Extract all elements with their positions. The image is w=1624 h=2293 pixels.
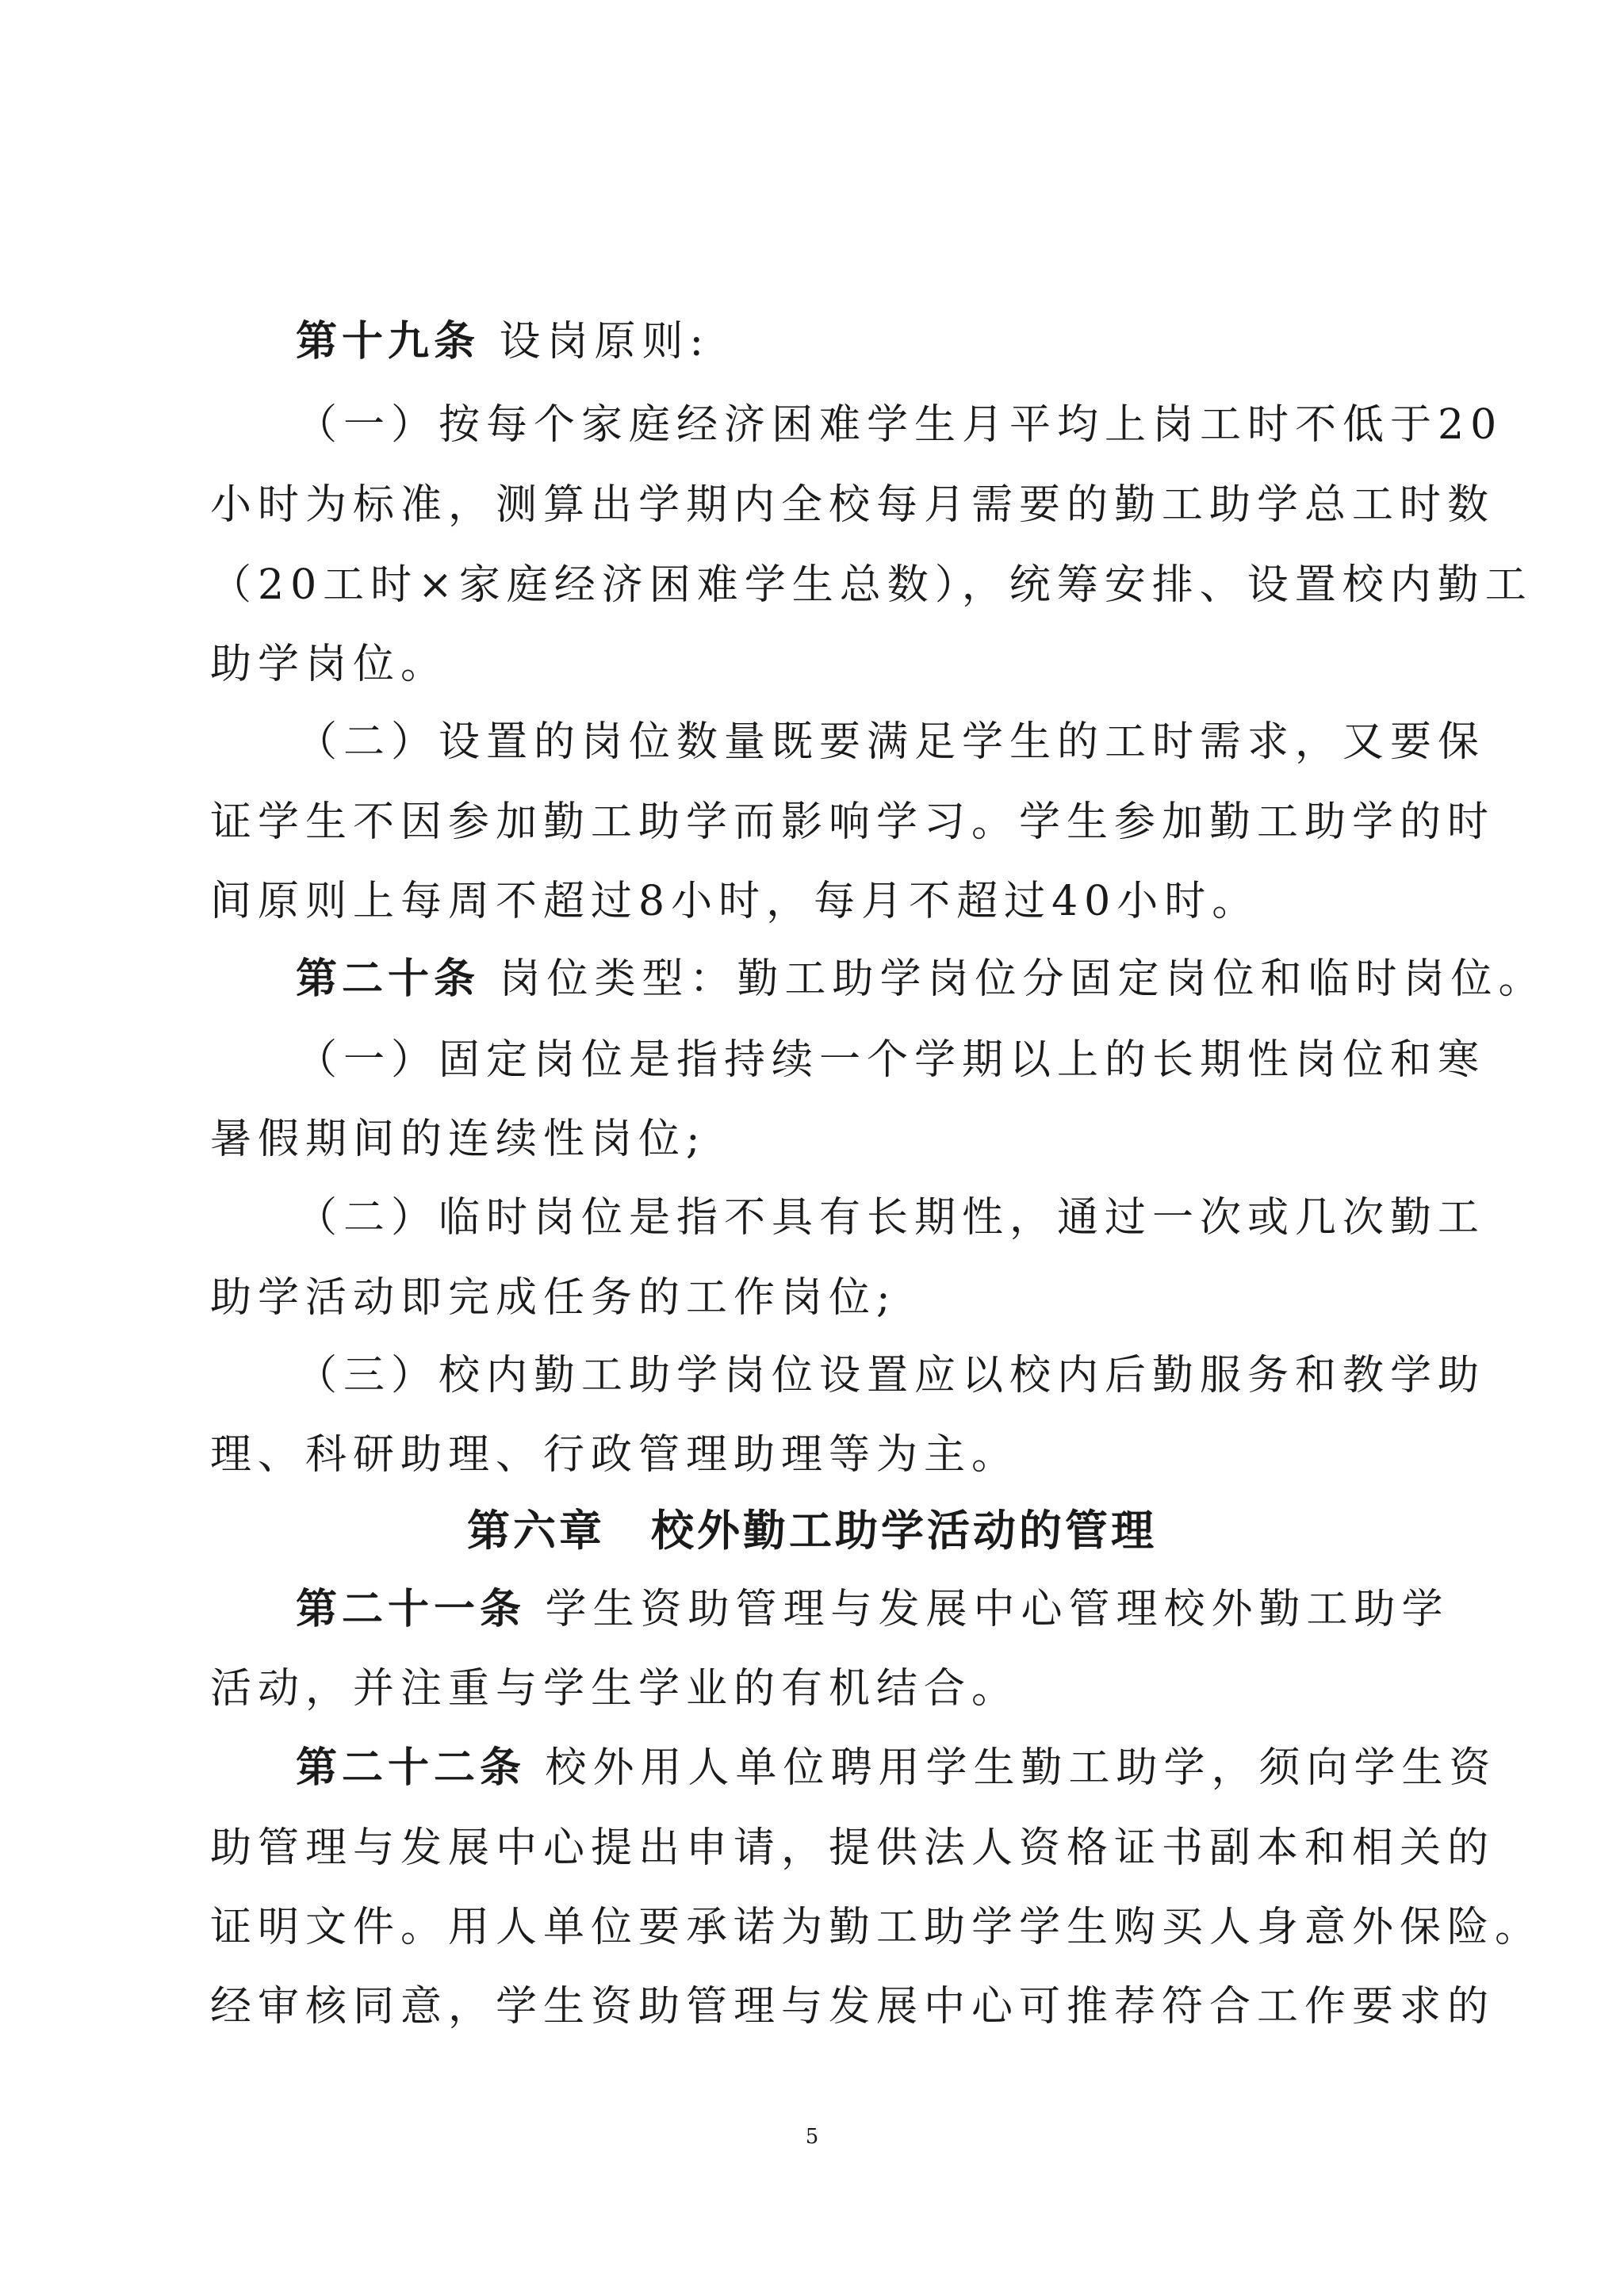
paragraph-line: 理、科研助理、行政管理助理等为主。	[210, 1431, 1020, 1479]
paragraph-line: 间原则上每周不超过8小时，每月不超过40小时。	[210, 878, 1260, 925]
article-20-line: 第二十条 岗位类型：勤工助学岗位分固定岗位和临时岗位。	[296, 955, 1546, 1003]
paragraph-line: 助学岗位。	[210, 641, 449, 688]
paragraph-line: 证明文件。用人单位要承诺为勤工助学学生购买人身意外保险。	[210, 1904, 1543, 1951]
paragraph-line: 助学活动即完成任务的工作岗位;	[210, 1274, 897, 1322]
paragraph-line: （二）设置的岗位数量既要满足学生的工时需求，又要保	[296, 718, 1486, 766]
paragraph-line: 经审核同意，学生资助管理与发展中心可推荐符合工作要求的	[210, 1983, 1496, 2031]
article-label: 第二十二条	[296, 1744, 527, 1792]
paragraph-line: 暑假期间的连续性岗位;	[210, 1116, 707, 1163]
article-21-line: 第二十一条 学生资助管理与发展中心管理校外勤工助学	[296, 1585, 1450, 1633]
paragraph-line: （二）临时岗位是指不具有长期性，通过一次或几次勤工	[296, 1194, 1486, 1242]
paragraph-line: （三）校内勤工助学岗位设置应以校内后勤服务和教学助	[296, 1352, 1486, 1399]
article-22-line: 第二十二条 校外用人单位聘用学生勤工助学，须向学生资	[296, 1744, 1497, 1792]
paragraph-line: 小时为标准，测算出学期内全校每月需要的勤工助学总工时数	[210, 481, 1496, 529]
paragraph-line: （一）固定岗位是指持续一个学期以上的长期性岗位和寒	[296, 1036, 1486, 1084]
paragraph-line: 证学生不因参加勤工助学而影响学习。学生参加勤工助学的时	[210, 798, 1496, 846]
chapter-heading: 第六章 校外勤工助学活动的管理	[467, 1506, 1157, 1556]
article-label: 第二十一条	[296, 1585, 527, 1633]
article-label: 第二十条	[296, 955, 481, 1003]
paragraph-line: 活动，并注重与学生学业的有机结合。	[210, 1665, 1020, 1713]
page-number: 5	[805, 2125, 819, 2149]
paragraph-line: （20工时×家庭经济困难学生总数），统筹安排、设置校内勤工	[210, 561, 1533, 609]
paragraph-line: 助管理与发展中心提出申请，提供法人资格证书副本和相关的	[210, 1824, 1496, 1872]
paragraph-line: （一）按每个家庭经济困难学生月平均上岗工时不低于20	[296, 401, 1503, 449]
article-19-line: 第十九条 设岗原则:	[296, 317, 710, 366]
article-label: 第十九条	[296, 317, 481, 366]
